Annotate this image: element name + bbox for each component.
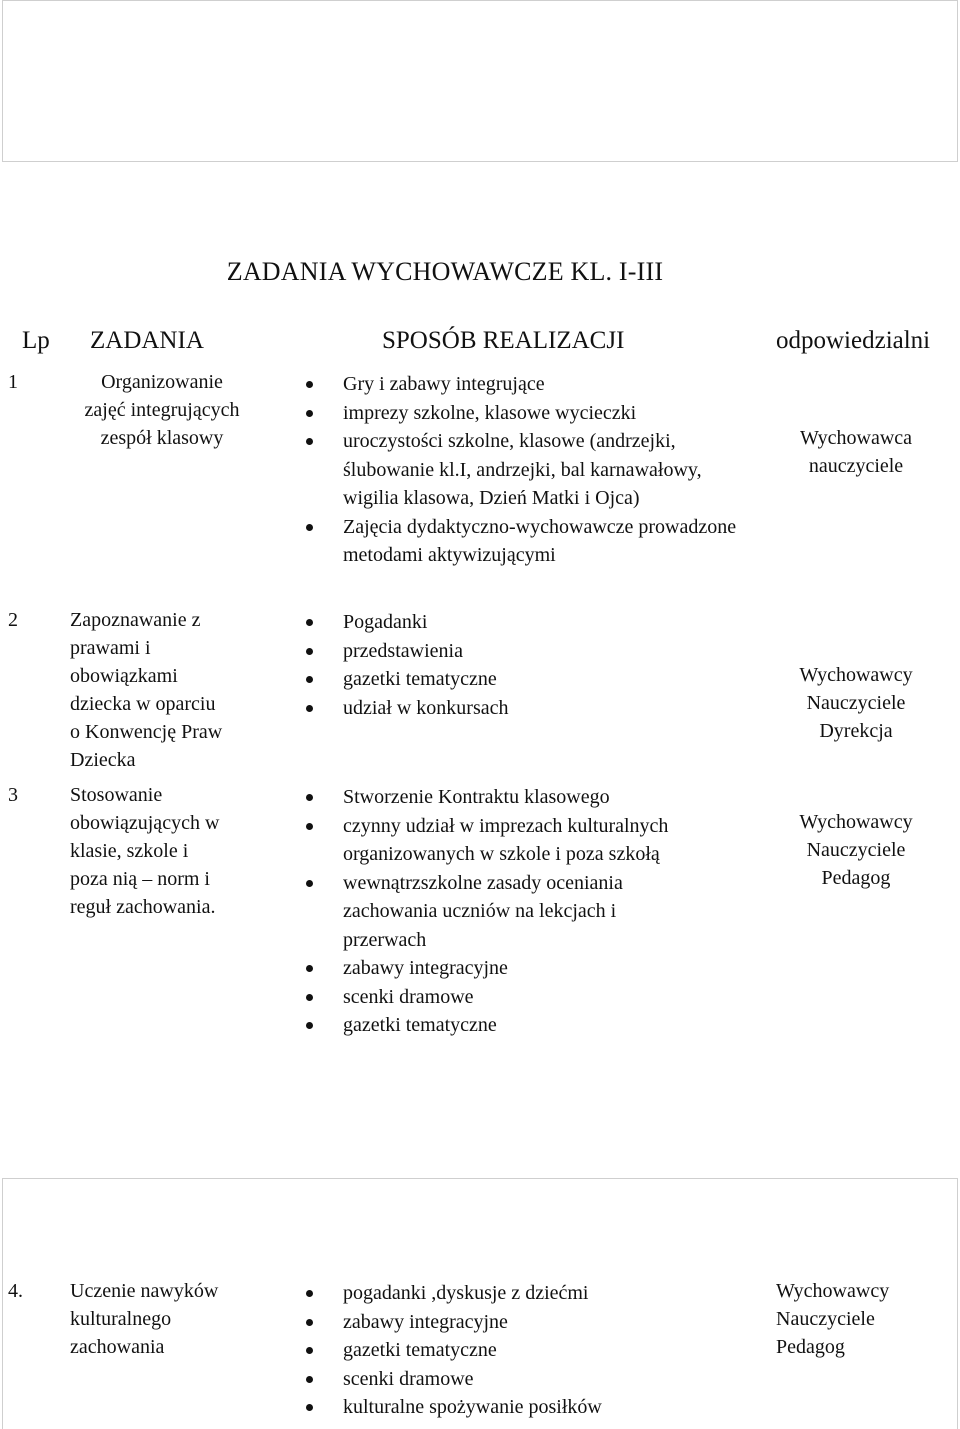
row-2-responsible bbox=[776, 661, 936, 745]
row-1-methods bbox=[306, 370, 776, 570]
row-1-responsible-line: Wychowawca bbox=[799, 427, 913, 449]
row-1-method-item: uroczystości szkolne, klasowe (andrzejki, ślubowanie kl.I, andrzejki, bal karnawałowy, wigilia klasowa, Dzień Matki i Ojca) bbox=[306, 427, 743, 513]
row-3-number: 3 bbox=[8, 784, 18, 806]
row-2-method-item: przedstawienia bbox=[306, 637, 776, 666]
row-4-method-item: kulturalne spożywanie posiłków bbox=[306, 1393, 776, 1422]
row-3-methods bbox=[306, 783, 776, 1040]
row-4-method-item: scenki dramowe bbox=[306, 1365, 776, 1394]
page-separator-top bbox=[2, 161, 958, 162]
row-2-task-line: o Konwencję Praw bbox=[70, 721, 223, 743]
row-3-task-line: obowiązujących w bbox=[70, 812, 220, 834]
row-1-method-item: imprezy szkolne, klasowe wycieczki bbox=[306, 399, 776, 428]
page-border-right bbox=[957, 0, 958, 162]
row-2-task-line: obowiązkami bbox=[70, 665, 178, 687]
row-2-method-item: Pogadanki bbox=[306, 608, 776, 637]
row-3-task-line: Stosowanie bbox=[70, 784, 163, 806]
row-3-method-item: wewnątrzszkolne zasady oceniania zachowania uczniów na lekcjach i przerwach bbox=[306, 869, 703, 955]
row-1-method-item: Gry i zabawy integrujące bbox=[306, 370, 776, 399]
page-border-left-lower bbox=[2, 1178, 3, 1429]
row-3-task bbox=[70, 781, 270, 921]
row-2-responsible-line: Dyrekcja bbox=[819, 720, 893, 742]
row-4-task-line: kulturalnego bbox=[70, 1308, 172, 1330]
row-4-number: 4. bbox=[8, 1280, 23, 1302]
row-2-responsible-line: Nauczyciele bbox=[806, 692, 906, 714]
row-1-method-item: Zajęcia dydaktyczno-wychowawcze prowadzone metodami aktywizującymi bbox=[306, 513, 743, 570]
row-3-task-line: poza nią – norm i bbox=[70, 868, 210, 890]
row-2-task-line: dziecka w oparciu bbox=[70, 693, 216, 715]
row-3-responsible-line: Wychowawcy bbox=[799, 811, 913, 833]
row-3-method-item: czynny udział w imprezach kulturalnych organizowanych w szkole i poza szkołą bbox=[306, 812, 743, 869]
page-border-right-lower bbox=[957, 1178, 958, 1429]
header-sposob-realizacji: SPOSÓB REALIZACJI bbox=[382, 327, 625, 354]
row-3-method-item: gazetki tematyczne bbox=[306, 1011, 776, 1040]
row-3-method-item: Stworzenie Kontraktu klasowego bbox=[306, 783, 776, 812]
row-4-methods bbox=[306, 1279, 776, 1422]
header-zadania: ZADANIA bbox=[90, 327, 204, 354]
row-2-method-item: gazetki tematyczne bbox=[306, 665, 776, 694]
row-4-method-item: zabawy integracyjne bbox=[306, 1308, 776, 1337]
header-odpowiedzialni: odpowiedzialni bbox=[776, 327, 931, 354]
row-4-task-line: zachowania bbox=[70, 1336, 165, 1358]
row-2-task-line: Dziecka bbox=[70, 749, 136, 771]
row-3-method-item: scenki dramowe bbox=[306, 983, 776, 1012]
row-3-method-item: zabawy integracyjne bbox=[306, 954, 776, 983]
row-1-number: 1 bbox=[8, 371, 18, 393]
row-4-task bbox=[70, 1277, 270, 1361]
row-4-task-line: Uczenie nawyków bbox=[70, 1280, 219, 1302]
row-1-task-line: zespół klasowy bbox=[100, 427, 224, 449]
row-2-methods bbox=[306, 608, 776, 722]
row-4-responsible-line: Pedagog bbox=[776, 1336, 845, 1358]
row-3-responsible bbox=[776, 808, 936, 892]
header-lp: Lp bbox=[22, 327, 50, 354]
document-title: ZADANIA WYCHOWAWCZE KL. I-III bbox=[226, 257, 664, 286]
row-2-task-line: prawami i bbox=[70, 637, 151, 659]
page-border-left bbox=[2, 0, 3, 162]
row-4-method-item: gazetki tematyczne bbox=[306, 1336, 776, 1365]
row-2-responsible-line: Wychowawcy bbox=[799, 664, 913, 686]
row-3-task-line: reguł zachowania. bbox=[70, 896, 216, 918]
row-2-task bbox=[70, 606, 270, 774]
row-2-method-item: udział w konkursach bbox=[306, 694, 776, 723]
row-4-responsible bbox=[776, 1277, 936, 1361]
row-1-task-line: Organizowanie bbox=[101, 371, 223, 393]
row-1-responsible-line: nauczyciele bbox=[808, 455, 904, 477]
row-3-responsible-line: Pedagog bbox=[821, 867, 891, 889]
row-4-responsible-line: Wychowawcy bbox=[776, 1280, 890, 1302]
page-separator-bottom bbox=[2, 1178, 958, 1179]
row-4-responsible-line: Nauczyciele bbox=[776, 1308, 875, 1330]
row-1-task bbox=[62, 368, 262, 452]
page-border-top bbox=[2, 0, 958, 1]
row-1-responsible bbox=[776, 424, 936, 480]
row-4-method-item: pogadanki ,dyskusje z dziećmi bbox=[306, 1279, 776, 1308]
row-3-responsible-line: Nauczyciele bbox=[806, 839, 906, 861]
row-3-task-line: klasie, szkole i bbox=[70, 840, 189, 862]
row-2-number: 2 bbox=[8, 609, 18, 631]
row-2-task-line: Zapoznawanie z bbox=[70, 609, 201, 631]
row-1-task-line: zajęć integrujących bbox=[84, 399, 240, 421]
